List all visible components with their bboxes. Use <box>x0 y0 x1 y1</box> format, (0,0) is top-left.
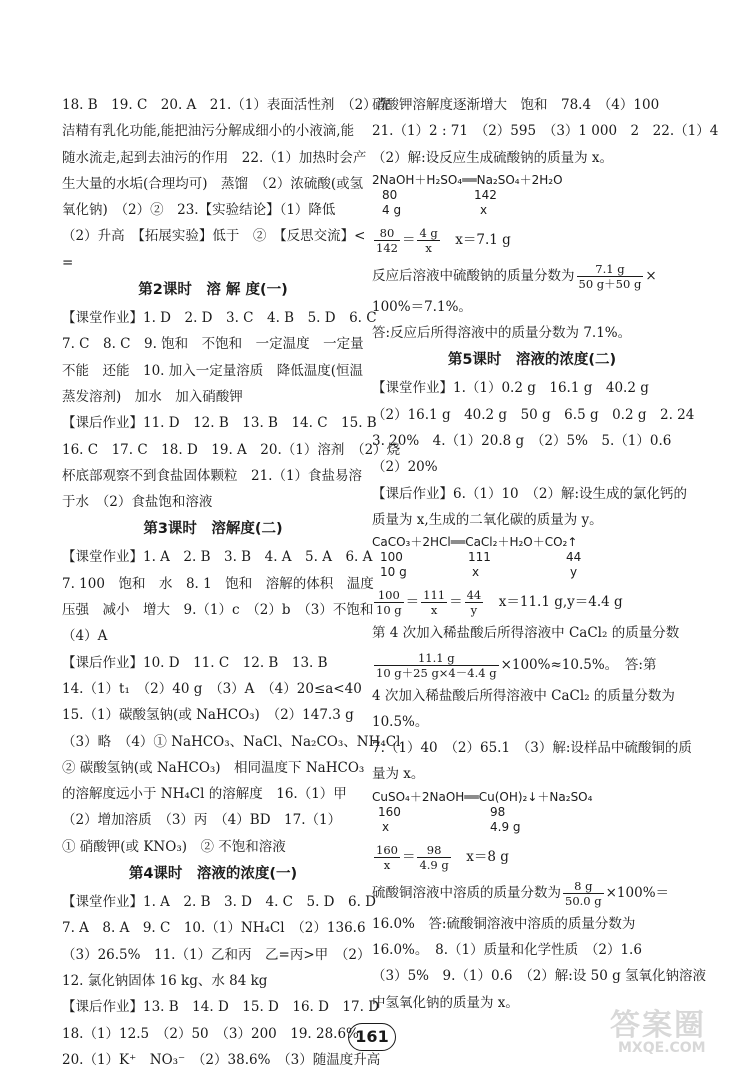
text-line: 压强 减小 增大 9.（1）c （2）b （3）不饱和 <box>62 602 374 619</box>
denominator: 50.0 g <box>565 893 602 908</box>
denominator: x <box>383 857 391 872</box>
fraction <box>374 651 499 680</box>
text-line: 氧化钠) （2）② 23.【实验结论】（1）降低 <box>62 202 336 219</box>
molar-mass: 100 <box>380 550 403 565</box>
result: x＝7.1 g <box>455 231 511 248</box>
right-column <box>372 92 719 1016</box>
text-line: 杯底部观察不到食盐固体颗粒 21.（1）食盐易溶 <box>62 467 363 484</box>
text-line: 10.5%。 <box>372 713 429 730</box>
text-line: 生大量的水垢(合理均可) 蒸馏 （2）浓硫酸(或氢 <box>62 175 364 192</box>
text-line: ① 硝酸钾(或 KNO₃) ② 不饱和溶液 <box>62 838 286 855</box>
mass-fraction-line <box>372 647 692 683</box>
equation-calcium-chloride <box>372 535 692 580</box>
text-line: 3. 20% 4.（1）20.8 g （2）5% 5.（1）0.6 <box>372 433 672 450</box>
molar-mass-row <box>372 188 692 203</box>
molar-mass-row <box>372 805 692 820</box>
denominator: 10 g＋25 g×4－4.4 g <box>376 665 497 680</box>
chemical-equation: 2NaOH＋H₂SO₄══Na₂SO₄＋2H₂O <box>372 172 563 187</box>
molar-mass: 44 <box>566 550 582 565</box>
numerator: 7.1 g <box>577 262 644 277</box>
text-line: 16. C 17. C 18. D 19. A 20.（1）溶剂 （2）烧 <box>62 441 401 458</box>
text-line: 100%＝7.1%。 <box>372 298 472 315</box>
numerator: 100 <box>374 588 404 603</box>
text-line: （2）增加溶质 （3）丙 （4）BD 17.（1） <box>62 812 342 829</box>
equation-copper-sulfate <box>372 790 692 835</box>
text-line: 质量为 x,生成的二氧化碳的质量为 y。 <box>372 511 603 528</box>
quantity: x <box>382 819 390 834</box>
text-line: 【课堂作业】1. A 2. B 3. B 4. A 5. A 6. A <box>62 549 373 566</box>
quantity: 4 g <box>382 202 402 217</box>
fraction <box>577 262 644 291</box>
text-line: 【课后作业】6.（1）10 （2）解:设生成的氯化钙的 <box>372 485 688 502</box>
text-line: 中氢氧化钠的质量为 x。 <box>372 994 519 1011</box>
text-line: （2）解:设反应生成硫酸钠的质量为 x。 <box>372 149 614 166</box>
text-line: 16.0% 答:硫酸铜溶液中溶质的质量分数为 <box>372 915 636 932</box>
numerator: 111 <box>423 588 446 603</box>
text-line: 4 次加入稀盐酸后所得溶液中 CaCl₂ 的质量分数为 <box>372 687 675 704</box>
mass-fraction-line <box>372 258 692 294</box>
text-line: 18.（1）12.5 （2）50 （3）200 19. 28.6% <box>62 1025 359 1042</box>
quantity-row <box>372 565 692 580</box>
text-line: 12. 氯化钠固体 16 kg、水 84 kg <box>62 972 268 989</box>
text-line: 15.（1）碳酸氢钠(或 NaHCO₃) （2）147.3 g <box>62 707 354 724</box>
text-line: 【课后作业】13. B 14. D 15. D 16. D 17. D <box>62 999 380 1016</box>
text: 反应后溶液中硫酸钠的质量分数为 <box>372 267 575 284</box>
proportion-line: $\frac{100}{10 g}$ ＝ $\frac{111}{x}$ ＝ $\frac{44}{y}$ x＝11.1 g,y＝4.4 g <box>376 588 623 618</box>
answers-lesson-2 <box>62 305 401 515</box>
chemical-equation: CuSO₄＋2NaOH══Cu(OH)₂↓＋Na₂SO₄ <box>372 789 593 804</box>
text-line: 答:反应后所得溶液中的质量分数为 7.1%。 <box>372 325 632 342</box>
text-line: 16.0%。 8.（1）质量和化学性质 （2）1.6 <box>372 942 642 959</box>
result: x＝8 g <box>466 848 509 865</box>
text-line: 蒸发溶剂) 加水 加入硝酸钾 <box>62 388 243 405</box>
text-line: （2）升高 【拓展实验】低于 ② 【反思交流】< <box>62 228 366 245</box>
quantity: x <box>472 565 480 580</box>
watermark <box>610 1000 745 1060</box>
text-line: 【课后作业】10. D 11. C 12. B 13. B <box>62 654 328 671</box>
numerator: 160 <box>376 842 398 857</box>
numerator: 11.1 g <box>374 651 499 666</box>
quantity-row <box>372 820 692 835</box>
text-line: ② 碳酸氢钠(或 NaHCO₃) 相同温度下 NaHCO₃ <box>62 759 365 776</box>
text: ×100%＝ <box>605 884 670 901</box>
text-line: 【课堂作业】1.（1）0.2 g 16.1 g 40.2 g <box>372 380 649 397</box>
text-line: （3）略 （4）① NaHCO₃、NaCl、Na₂CO₃、NH₄Cl <box>62 733 401 750</box>
quantity: 4.9 g <box>490 819 521 834</box>
molar-mass: 142 <box>474 187 497 202</box>
text: × <box>645 267 657 284</box>
lesson-heading-2: 第2课时 溶 解 度(一) <box>138 282 288 299</box>
molar-mass: 98 <box>490 804 506 819</box>
text-line: （2）16.1 g 40.2 g 50 g 6.5 g 0.2 g 2. 24 <box>372 406 695 423</box>
text-line: 硝酸钾溶解度逐渐增大 饱和 78.4 （4）100 <box>372 97 660 113</box>
proportion-line: $\frac{160}{x}$ ＝ $\frac{98}{4.9 g}$ x＝8 g <box>376 842 509 872</box>
fraction <box>374 843 400 872</box>
text-line: 不能 还能 10. 加入一定量溶质 降低温度(恒温 <box>62 362 364 379</box>
numerator: 44 <box>466 588 482 603</box>
text-line: 的溶解度远小于 NH₄Cl 的溶解度 16.（1）甲 <box>62 786 347 803</box>
page-number: 161 <box>348 1023 396 1051</box>
lesson-heading-3: 第3课时 溶解度(二) <box>143 521 283 538</box>
text-line: 洁精有乳化功能,能把油污分解成细小的小液滴,能 <box>62 123 355 140</box>
fraction <box>417 843 450 872</box>
molar-mass: 160 <box>378 804 401 819</box>
fraction <box>421 588 447 617</box>
molar-mass: 80 <box>382 187 398 202</box>
denominator: y <box>470 603 478 618</box>
text-line: 于水 （2）食盐饱和溶液 <box>62 494 213 511</box>
watermark-url: MXQE.COM <box>618 1040 706 1056</box>
quantity: x <box>480 202 488 217</box>
chemical-equation: CaCO₃＋2HCl══CaCl₂＋H₂O＋CO₂↑ <box>372 535 578 550</box>
text-line: 第 4 次加入稀盐酸后所得溶液中 CaCl₂ 的质量分数 <box>372 625 680 642</box>
text-line: 7. A 8. A 9. C 10.（1）NH₄Cl （2）136.6 <box>62 920 366 937</box>
text-line: 量为 x。 <box>372 766 425 783</box>
numerator: 80 <box>374 226 400 241</box>
denominator: 10 g <box>376 603 402 618</box>
quantity: y <box>570 565 578 580</box>
text-line: 【课堂作业】1. A 2. B 3. D 4. C 5. D 6. D <box>62 894 376 911</box>
molar-mass-row <box>372 550 692 565</box>
fraction <box>374 226 400 255</box>
text: 硫酸铜溶液中溶质的质量分数为 <box>372 884 561 901</box>
quantity: 10 g <box>380 565 407 580</box>
text-line: （2）20% <box>372 459 438 476</box>
text: ×100%≈10.5%。 答:第 <box>500 656 657 673</box>
fraction <box>374 588 404 617</box>
text-line: 【课后作业】11. D 12. B 13. B 14. C 15. B <box>62 415 377 432</box>
denominator: x <box>430 603 438 618</box>
numerator: 98 <box>417 843 450 858</box>
text-line: = <box>62 254 74 271</box>
text-line: 14.（1）t₁ （2）40 g （3）A （4）20≤a<40 <box>62 680 362 697</box>
text-line: 21.（1）2 : 71 （2）595 （3）1 000 2 22.（1）4 <box>372 123 719 140</box>
lesson-heading-5: 第5课时 溶液的浓度(二) <box>447 352 617 369</box>
text-line: 7. 100 饱和 水 8. 1 饱和 溶解的体积 温度 <box>62 575 374 592</box>
molar-mass: 111 <box>468 550 491 565</box>
denominator: 50 g＋50 g <box>578 276 642 291</box>
text-line: 随水流走,起到去油污的作用 22.（1）加热时会产 <box>62 149 367 166</box>
text-line: （4）A <box>62 628 108 645</box>
mass-fraction-line <box>372 875 692 911</box>
proportion-line: $\frac{80}{142}$ ＝ $\frac{4 g}{x}$ x＝7.1 g <box>376 225 511 255</box>
lesson-heading-4: 第4课时 溶液的浓度(一) <box>128 866 298 883</box>
quantity-row <box>372 203 692 218</box>
numerator: 4 g <box>419 225 438 240</box>
text-line: 20.（1）K⁺ NO₃⁻ （2）38.6% （3）随温度升高 <box>62 1051 381 1068</box>
fraction <box>465 588 484 617</box>
watermark-title: 答案圈 <box>610 1008 706 1043</box>
numerator: 8 g <box>563 879 604 894</box>
result: x＝11.1 g,y＝4.4 g <box>498 594 623 611</box>
text-line: 【课堂作业】1. D 2. D 3. C 4. B 5. D 6. C <box>62 310 377 327</box>
denominator: x <box>425 240 432 255</box>
text-line: 7. C 8. C 9. 饱和 不饱和 一定温度 一定量 <box>62 336 364 353</box>
denominator: 4.9 g <box>419 857 449 872</box>
denominator: 142 <box>376 240 398 255</box>
text-line: 18. B 19. C 20. A 21.（1）表面活性剂 （2）洗 <box>62 97 391 113</box>
fraction <box>563 879 604 908</box>
fraction <box>417 226 439 255</box>
equation-sodium-sulfate <box>372 173 692 218</box>
text-line: （3）5% 9.（1）0.6 （2）解:设 50 g 氢氧化钠溶液 <box>372 968 707 985</box>
text-line: （3）26.5% 11.（1）乙和丙 乙=丙>甲 （2） <box>62 946 371 963</box>
text-line: 7.（1）40 （2）65.1 （3）解:设样品中硫酸铜的质 <box>372 740 692 757</box>
